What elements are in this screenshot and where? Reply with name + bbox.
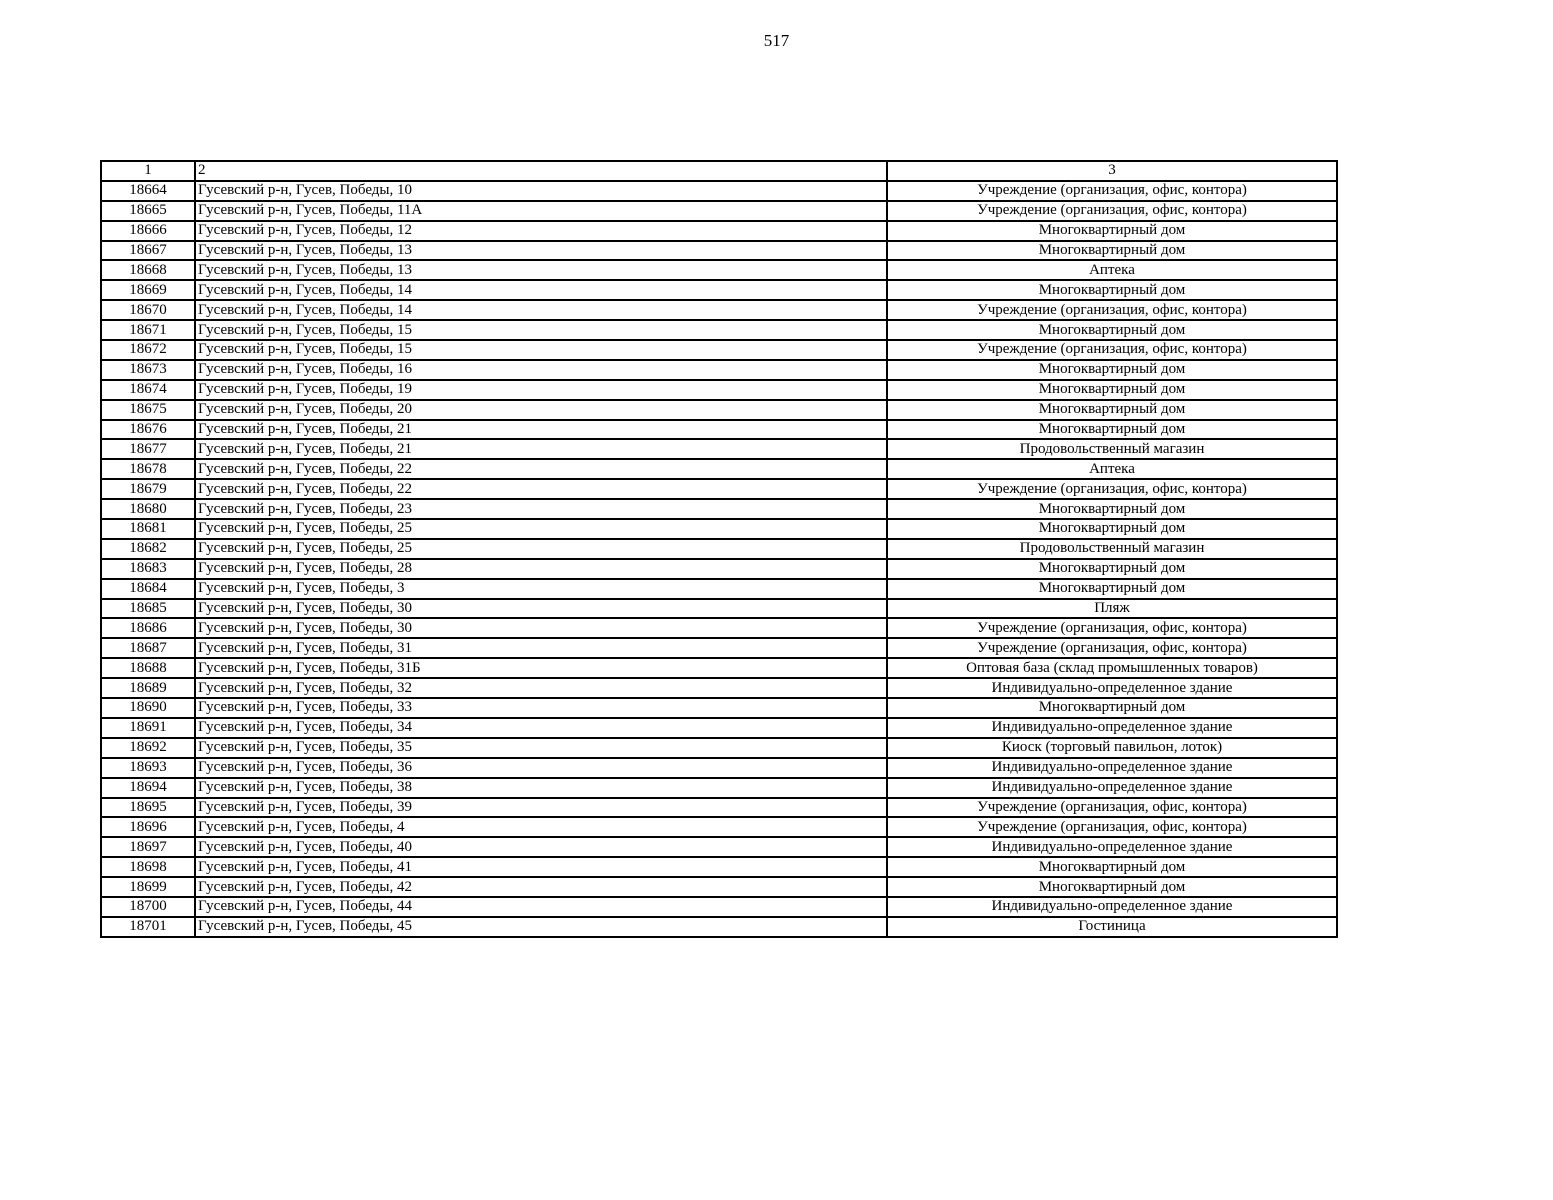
cell-object-type: Индивидуально-определенное здание (887, 837, 1337, 857)
table-row (101, 638, 1337, 658)
cell-address: Гусевский р-н, Гусев, Победы, 39 (195, 798, 887, 818)
cell-record-number: 18678 (101, 459, 195, 479)
table-row (101, 479, 1337, 499)
cell-record-number: 18671 (101, 320, 195, 340)
cell-object-type: Учреждение (организация, офис, контора) (887, 340, 1337, 360)
cell-record-number: 18694 (101, 778, 195, 798)
cell-object-type: Многоквартирный дом (887, 559, 1337, 579)
cell-record-number: 18700 (101, 897, 195, 917)
cell-address: Гусевский р-н, Гусев, Победы, 21 (195, 420, 887, 440)
cell-record-number: 18674 (101, 380, 195, 400)
cell-record-number: 18698 (101, 857, 195, 877)
cell-record-number: 18680 (101, 499, 195, 519)
cell-object-type: Учреждение (организация, офис, контора) (887, 618, 1337, 638)
cell-object-type: Многоквартирный дом (887, 280, 1337, 300)
cell-record-number: 18677 (101, 439, 195, 459)
cell-address: Гусевский р-н, Гусев, Победы, 23 (195, 499, 887, 519)
cell-record-number: 18679 (101, 479, 195, 499)
table-row (101, 698, 1337, 718)
table-row (101, 618, 1337, 638)
table-row (101, 181, 1337, 201)
cell-object-type: Многоквартирный дом (887, 420, 1337, 440)
cell-address: Гусевский р-н, Гусев, Победы, 30 (195, 618, 887, 638)
cell-record-number: 18688 (101, 658, 195, 678)
header-col-1: 1 (101, 161, 195, 181)
table-row (101, 718, 1337, 738)
cell-address: Гусевский р-н, Гусев, Победы, 4 (195, 817, 887, 837)
cell-object-type: Многоквартирный дом (887, 877, 1337, 897)
page-number: 517 (763, 31, 790, 50)
cell-address: Гусевский р-н, Гусев, Победы, 16 (195, 360, 887, 380)
cell-object-type: Многоквартирный дом (887, 241, 1337, 261)
cell-object-type: Многоквартирный дом (887, 698, 1337, 718)
cell-object-type: Учреждение (организация, офис, контора) (887, 798, 1337, 818)
cell-object-type: Индивидуально-определенное здание (887, 778, 1337, 798)
cell-record-number: 18668 (101, 260, 195, 280)
table-row (101, 499, 1337, 519)
cell-object-type: Учреждение (организация, офис, контора) (887, 479, 1337, 499)
table-row (101, 559, 1337, 579)
cell-object-type: Продовольственный магазин (887, 539, 1337, 559)
cell-address: Гусевский р-н, Гусев, Победы, 12 (195, 221, 887, 241)
table-row (101, 340, 1337, 360)
cell-record-number: 18682 (101, 539, 195, 559)
cell-address: Гусевский р-н, Гусев, Победы, 32 (195, 678, 887, 698)
table-row (101, 798, 1337, 818)
table-row (101, 459, 1337, 479)
cell-object-type: Индивидуально-определенное здание (887, 678, 1337, 698)
cell-address: Гусевский р-н, Гусев, Победы, 44 (195, 897, 887, 917)
cell-record-number: 18664 (101, 181, 195, 201)
cell-address: Гусевский р-н, Гусев, Победы, 14 (195, 300, 887, 320)
cell-object-type: Учреждение (организация, офис, контора) (887, 201, 1337, 221)
cell-record-number: 18667 (101, 241, 195, 261)
table-row (101, 599, 1337, 619)
table-row (101, 439, 1337, 459)
cell-address: Гусевский р-н, Гусев, Победы, 21 (195, 439, 887, 459)
cell-address: Гусевский р-н, Гусев, Победы, 31 (195, 638, 887, 658)
table-row (101, 897, 1337, 917)
cell-record-number: 18699 (101, 877, 195, 897)
table-row (101, 360, 1337, 380)
cell-object-type: Продовольственный магазин (887, 439, 1337, 459)
table-row (101, 420, 1337, 440)
cell-address: Гусевский р-н, Гусев, Победы, 30 (195, 599, 887, 619)
table-body (101, 181, 1337, 937)
cell-object-type: Аптека (887, 459, 1337, 479)
cell-address: Гусевский р-н, Гусев, Победы, 36 (195, 758, 887, 778)
cell-address: Гусевский р-н, Гусев, Победы, 25 (195, 519, 887, 539)
cell-object-type: Учреждение (организация, офис, контора) (887, 181, 1337, 201)
cell-record-number: 18689 (101, 678, 195, 698)
table-row (101, 857, 1337, 877)
cell-record-number: 18669 (101, 280, 195, 300)
table-row (101, 539, 1337, 559)
cell-record-number: 18691 (101, 718, 195, 738)
registry-table (100, 160, 1338, 938)
header-col-2: 2 (195, 161, 887, 181)
cell-record-number: 18686 (101, 618, 195, 638)
cell-object-type: Многоквартирный дом (887, 857, 1337, 877)
cell-record-number: 18666 (101, 221, 195, 241)
cell-address: Гусевский р-н, Гусев, Победы, 3 (195, 579, 887, 599)
table-row (101, 300, 1337, 320)
cell-record-number: 18701 (101, 917, 195, 937)
cell-address: Гусевский р-н, Гусев, Победы, 13 (195, 260, 887, 280)
cell-address: Гусевский р-н, Гусев, Победы, 14 (195, 280, 887, 300)
table-row (101, 400, 1337, 420)
cell-record-number: 18672 (101, 340, 195, 360)
table-row (101, 201, 1337, 221)
cell-record-number: 18687 (101, 638, 195, 658)
table-row (101, 837, 1337, 857)
cell-object-type: Многоквартирный дом (887, 499, 1337, 519)
cell-object-type: Пляж (887, 599, 1337, 619)
table-row (101, 738, 1337, 758)
table-row (101, 917, 1337, 937)
cell-record-number: 18681 (101, 519, 195, 539)
cell-object-type: Многоквартирный дом (887, 221, 1337, 241)
table-row (101, 579, 1337, 599)
cell-address: Гусевский р-н, Гусев, Победы, 45 (195, 917, 887, 937)
table-row (101, 817, 1337, 837)
table-row (101, 241, 1337, 261)
cell-object-type: Многоквартирный дом (887, 360, 1337, 380)
cell-address: Гусевский р-н, Гусев, Победы, 20 (195, 400, 887, 420)
table-row (101, 778, 1337, 798)
cell-address: Гусевский р-н, Гусев, Победы, 28 (195, 559, 887, 579)
cell-record-number: 18697 (101, 837, 195, 857)
cell-address: Гусевский р-н, Гусев, Победы, 33 (195, 698, 887, 718)
table-row (101, 658, 1337, 678)
cell-record-number: 18693 (101, 758, 195, 778)
cell-address: Гусевский р-н, Гусев, Победы, 31Б (195, 658, 887, 678)
cell-object-type: Индивидуально-определенное здание (887, 718, 1337, 738)
cell-object-type: Индивидуально-определенное здание (887, 897, 1337, 917)
table-row (101, 221, 1337, 241)
cell-address: Гусевский р-н, Гусев, Победы, 42 (195, 877, 887, 897)
cell-address: Гусевский р-н, Гусев, Победы, 41 (195, 857, 887, 877)
cell-address: Гусевский р-н, Гусев, Победы, 40 (195, 837, 887, 857)
cell-address: Гусевский р-н, Гусев, Победы, 38 (195, 778, 887, 798)
cell-object-type: Учреждение (организация, офис, контора) (887, 817, 1337, 837)
cell-record-number: 18695 (101, 798, 195, 818)
cell-object-type: Многоквартирный дом (887, 320, 1337, 340)
cell-record-number: 18692 (101, 738, 195, 758)
cell-object-type: Многоквартирный дом (887, 579, 1337, 599)
cell-object-type: Учреждение (организация, офис, контора) (887, 638, 1337, 658)
cell-address: Гусевский р-н, Гусев, Победы, 13 (195, 241, 887, 261)
cell-object-type: Учреждение (организация, офис, контора) (887, 300, 1337, 320)
cell-record-number: 18670 (101, 300, 195, 320)
cell-address: Гусевский р-н, Гусев, Победы, 15 (195, 320, 887, 340)
cell-record-number: 18683 (101, 559, 195, 579)
cell-object-type: Киоск (торговый павильон, лоток) (887, 738, 1337, 758)
cell-object-type: Гостиница (887, 917, 1337, 937)
cell-record-number: 18685 (101, 599, 195, 619)
cell-record-number: 18676 (101, 420, 195, 440)
cell-record-number: 18665 (101, 201, 195, 221)
cell-object-type: Аптека (887, 260, 1337, 280)
cell-record-number: 18696 (101, 817, 195, 837)
cell-address: Гусевский р-н, Гусев, Победы, 11А (195, 201, 887, 221)
table-row (101, 280, 1337, 300)
cell-address: Гусевский р-н, Гусев, Победы, 25 (195, 539, 887, 559)
cell-record-number: 18675 (101, 400, 195, 420)
cell-address: Гусевский р-н, Гусев, Победы, 34 (195, 718, 887, 738)
cell-object-type: Индивидуально-определенное здание (887, 758, 1337, 778)
cell-address: Гусевский р-н, Гусев, Победы, 22 (195, 479, 887, 499)
cell-object-type: Многоквартирный дом (887, 380, 1337, 400)
table-row (101, 877, 1337, 897)
cell-object-type: Оптовая база (склад промышленных товаров) (887, 658, 1337, 678)
cell-object-type: Многоквартирный дом (887, 519, 1337, 539)
table-header-row (101, 161, 1337, 181)
table-row (101, 678, 1337, 698)
table-row (101, 519, 1337, 539)
table-row (101, 758, 1337, 778)
table-row (101, 260, 1337, 280)
header-col-3: 3 (887, 161, 1337, 181)
table-row (101, 380, 1337, 400)
table-row (101, 320, 1337, 340)
cell-record-number: 18673 (101, 360, 195, 380)
cell-address: Гусевский р-н, Гусев, Победы, 10 (195, 181, 887, 201)
cell-address: Гусевский р-н, Гусев, Победы, 15 (195, 340, 887, 360)
cell-object-type: Многоквартирный дом (887, 400, 1337, 420)
cell-address: Гусевский р-н, Гусев, Победы, 22 (195, 459, 887, 479)
cell-address: Гусевский р-н, Гусев, Победы, 35 (195, 738, 887, 758)
cell-record-number: 18684 (101, 579, 195, 599)
cell-address: Гусевский р-н, Гусев, Победы, 19 (195, 380, 887, 400)
cell-record-number: 18690 (101, 698, 195, 718)
